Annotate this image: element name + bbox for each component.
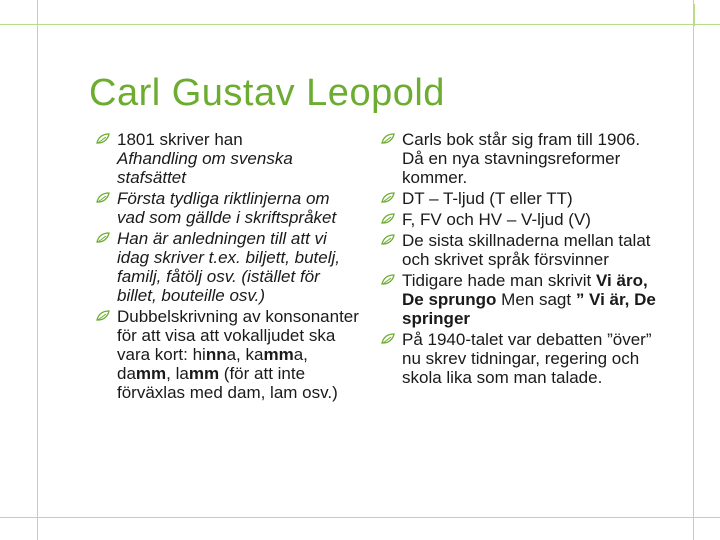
frame-line-top — [0, 24, 720, 25]
bullet-text: , la — [166, 364, 189, 383]
right-column — [380, 130, 665, 389]
emphasis: Vi äro, De sprungo — [402, 271, 648, 309]
leaf-bullet-icon — [380, 232, 396, 248]
bullet-text: Men sagt — [496, 290, 576, 309]
leaf-bullet-icon — [380, 131, 396, 147]
emphasis: ” Vi är, De springer — [402, 290, 656, 328]
bullet-text: De sista skillnaderna mellan talat och skrivet språk försvinner — [402, 231, 651, 269]
list-item — [95, 189, 360, 227]
leaf-bullet-icon — [380, 272, 396, 288]
list-item — [380, 271, 665, 328]
bullet-text: 1801 skriver han — [117, 130, 243, 149]
list-item — [95, 130, 360, 187]
leaf-bullet-icon — [95, 190, 111, 206]
list-item — [380, 210, 665, 229]
leaf-bullet-icon — [380, 211, 396, 227]
bullet-text: På 1940-talet var debatten ”över” nu skrev tidningar, regering och skola lika som man talade. — [402, 330, 652, 387]
leaf-bullet-icon — [380, 190, 396, 206]
frame-accent — [693, 4, 695, 26]
leaf-bullet-icon — [95, 308, 111, 324]
leaf-bullet-icon — [95, 131, 111, 147]
bullet-text: Carls bok står sig fram till 1906. Då en nya stavningsreformer kommer. — [402, 130, 641, 187]
emphasis: mm — [263, 345, 294, 364]
list-item — [380, 330, 665, 387]
leaf-bullet-icon — [95, 230, 111, 246]
bullet-text: Tidigare hade man skrivit — [402, 271, 597, 290]
list-item — [380, 231, 665, 269]
bullet-text: F, FV och HV – V-ljud (V) — [402, 210, 591, 229]
list-item — [95, 229, 360, 305]
list-item — [95, 307, 360, 402]
list-item — [380, 130, 665, 187]
bullet-text: a, da — [117, 345, 308, 383]
bullet-text: DT – T-ljud (T eller TT) — [402, 189, 573, 208]
frame-line-left — [37, 0, 38, 540]
bullet-text: Dubbelskrivning av konsonanter för att visa att vokalljudet ska vara kort: hi — [117, 307, 359, 364]
bullet-text: a, ka — [226, 345, 264, 364]
list-item — [380, 189, 665, 208]
bullet-text: Han är anledningen till att vi idag skriver t.ex. biljett, butelj, familj, fåtölj osv. (istället för billet, bouteille osv.) — [117, 229, 340, 305]
emphasis: mm — [188, 364, 220, 383]
left-column — [95, 130, 360, 404]
frame-line-bottom — [0, 517, 720, 518]
leaf-bullet-icon — [380, 331, 396, 347]
frame-line-right — [693, 0, 694, 540]
bullet-text: Första tydliga riktlinjerna om vad som gällde i skriftspråket — [117, 189, 337, 227]
emphasis: nn — [205, 345, 227, 364]
bullet-text: (för att inte förväxlas med dam, lam osv.) — [117, 364, 338, 402]
emphasis: mm — [135, 364, 167, 383]
slide-title: Carl Gustav Leopold — [89, 72, 445, 114]
bullet-text-italic: Afhandling om svenska stafsättet — [117, 149, 293, 187]
